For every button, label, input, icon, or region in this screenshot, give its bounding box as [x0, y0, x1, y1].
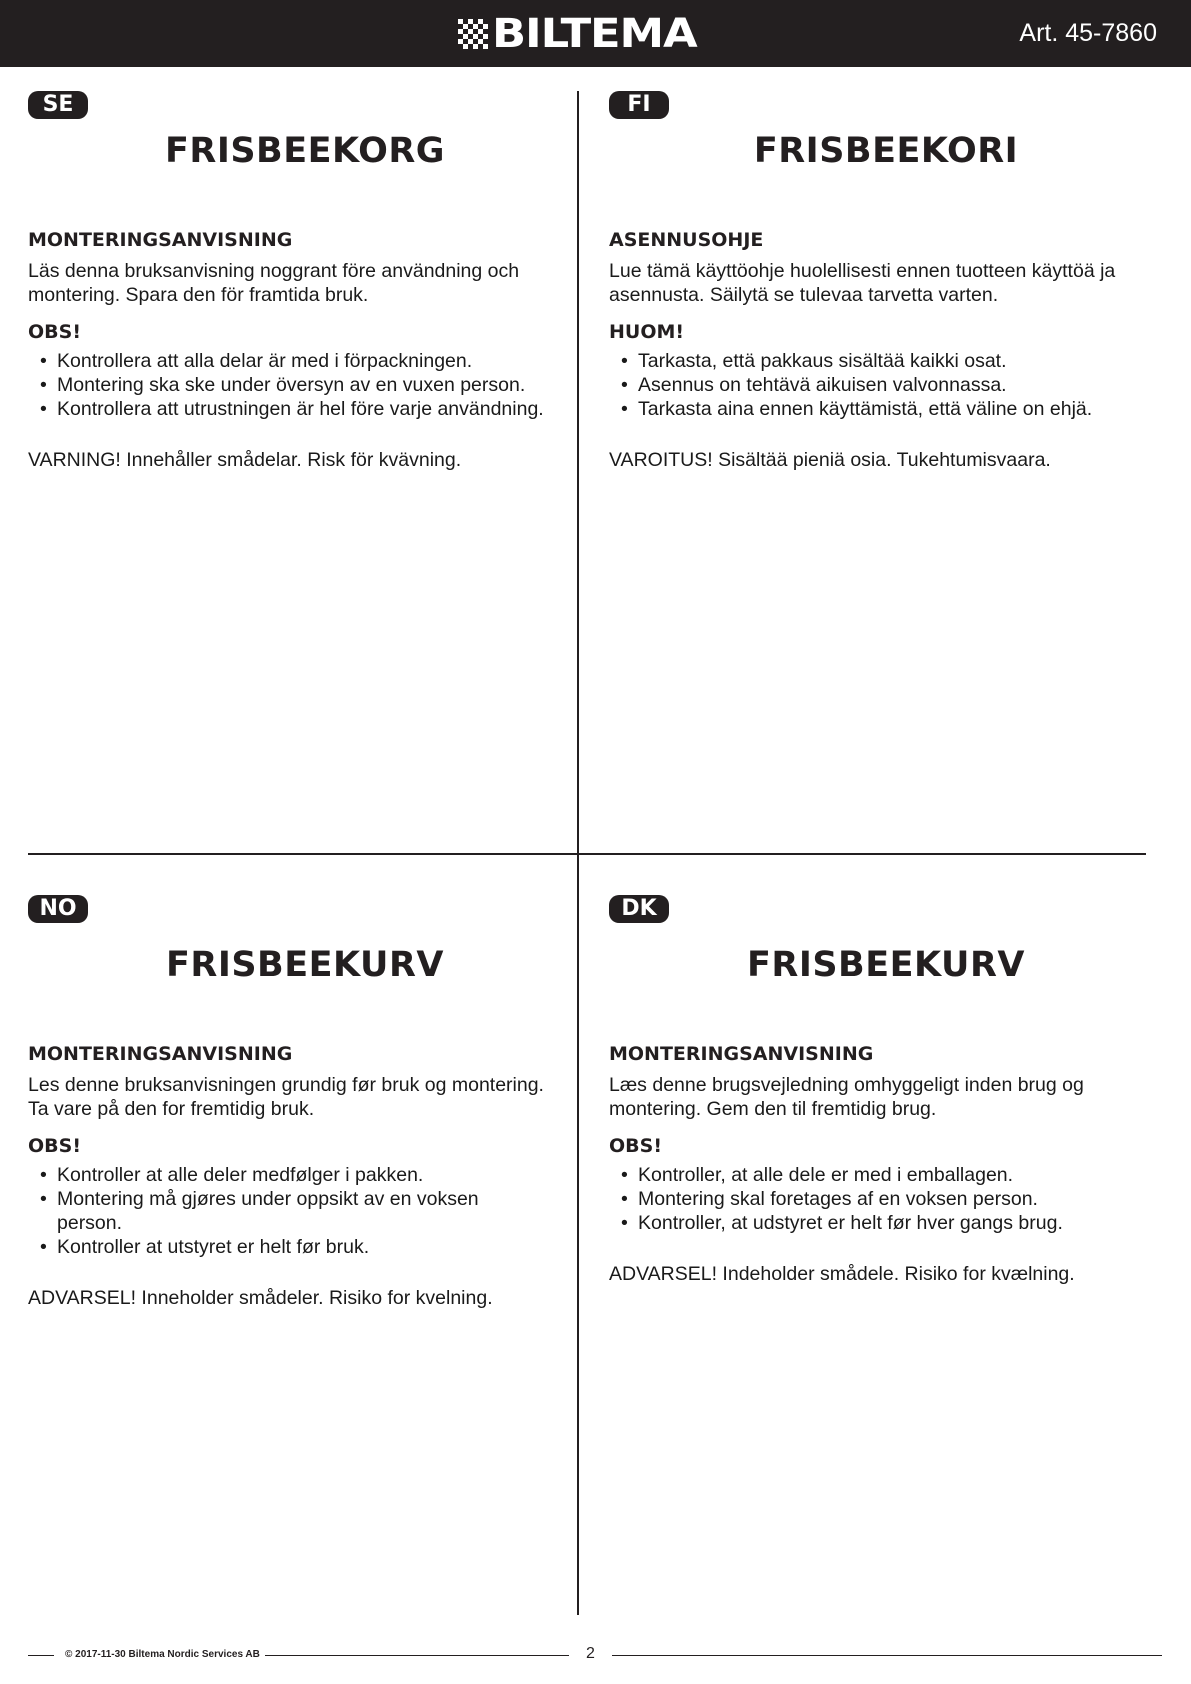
list-item: • Kontroller, at udstyret er helt før hver gangs brug. — [621, 1212, 1063, 1234]
list-item: • Montering ska ske under översyn av en vuxen person. — [40, 374, 526, 396]
list-item: • Kontroller at utstyret er helt før bruk. — [40, 1236, 370, 1258]
instructions-heading-fi: ASENNUSOHJE — [609, 229, 764, 251]
language-badge-se: SE — [28, 91, 88, 119]
footer-rule-middle — [265, 1655, 569, 1656]
product-title-fi: FRISBEEKORI — [753, 131, 1019, 171]
warning-text-dk: ADVARSEL! Indeholder smådele. Risiko for kvælning. — [609, 1263, 1075, 1285]
checkered-flag-icon — [458, 19, 488, 49]
bullet-list-fi — [609, 349, 1129, 421]
list-item: • Montering må gjøres under oppsikt av en voksen person. — [40, 1188, 479, 1234]
intro-text-dk: Læs denne brugsvejledning omhyggeligt inden brug og montering. Gem den til fremtidig brug. — [609, 1074, 1084, 1120]
section-dk — [609, 895, 1129, 1285]
footer-copyright: © 2017-11-30 Biltema Nordic Services AB — [65, 1649, 260, 1660]
intro-text-se: Läs denna bruksanvisning noggrant före användning och montering. Spara den för framtida bruk. — [28, 260, 520, 306]
note-label-dk: OBS! — [609, 1135, 662, 1157]
bullet-list-dk — [609, 1163, 1129, 1235]
list-item: • Tarkasta, että pakkaus sisältää kaikki osat. — [621, 350, 1007, 372]
list-item: • Asennus on tehtävä aikuisen valvonnassa. — [621, 374, 1007, 396]
list-item: • Montering skal foretages af en voksen person. — [621, 1188, 1038, 1210]
product-title-se: FRISBEEKORG — [164, 131, 446, 171]
list-item: • Kontrollera att utrustningen är hel före varje användning. — [40, 398, 544, 420]
list-item: • Kontroller, at alle dele er med i emballagen. — [621, 1164, 1014, 1186]
warning-text-no: ADVARSEL! Inneholder smådeler. Risiko for kvelning. — [28, 1287, 493, 1309]
page-header — [0, 0, 1191, 67]
language-badge-dk: DK — [609, 895, 669, 923]
intro-text-no: Les denne bruksanvisningen grundig før bruk og montering. Ta vare på den for fremtidig bruk. — [28, 1074, 544, 1120]
note-label-fi: HUOM! — [609, 321, 685, 343]
footer-rule-right — [612, 1655, 1162, 1656]
section-se — [28, 91, 548, 471]
language-badge-fi: FI — [609, 91, 669, 119]
page-number: 2 — [586, 1645, 595, 1662]
warning-text-se: VARNING! Innehåller smådelar. Risk för kvävning. — [28, 449, 462, 471]
instructions-heading-dk: MONTERINGSANVISNING — [609, 1043, 874, 1065]
list-item: • Kontrollera att alla delar är med i förpackningen. — [40, 350, 473, 372]
section-no — [28, 895, 548, 1309]
footer-rule-left — [28, 1655, 54, 1656]
warning-text-fi: VAROITUS! Sisältää pieniä osia. Tukehtumisvaara. — [609, 449, 1051, 471]
list-item: • Tarkasta aina ennen käyttämistä, että väline on ehjä. — [621, 398, 1093, 420]
horizontal-divider — [28, 853, 1146, 855]
note-label-no: OBS! — [28, 1135, 81, 1157]
language-badge-no: NO — [28, 895, 88, 923]
instructions-heading-se: MONTERINGSANVISNING — [28, 229, 293, 251]
bullet-list-no — [28, 1163, 548, 1259]
bullet-list-se — [28, 349, 548, 421]
article-number: Art. 45-7860 — [1019, 19, 1157, 47]
product-title-no: FRISBEEKURV — [165, 945, 445, 985]
product-title-dk: FRISBEEKURV — [746, 945, 1026, 985]
intro-text-fi: Lue tämä käyttöohje huolellisesti ennen tuotteen käyttöä ja asennusta. Säilytä se tulevaa tarvetta varten. — [609, 260, 1116, 306]
section-fi — [609, 91, 1129, 471]
brand-name: BILTEMA — [492, 11, 697, 57]
instructions-heading-no: MONTERINGSANVISNING — [28, 1043, 293, 1065]
biltema-logo — [458, 11, 697, 57]
list-item: • Kontroller at alle deler medfølger i pakken. — [40, 1164, 424, 1186]
note-label-se: OBS! — [28, 321, 81, 343]
